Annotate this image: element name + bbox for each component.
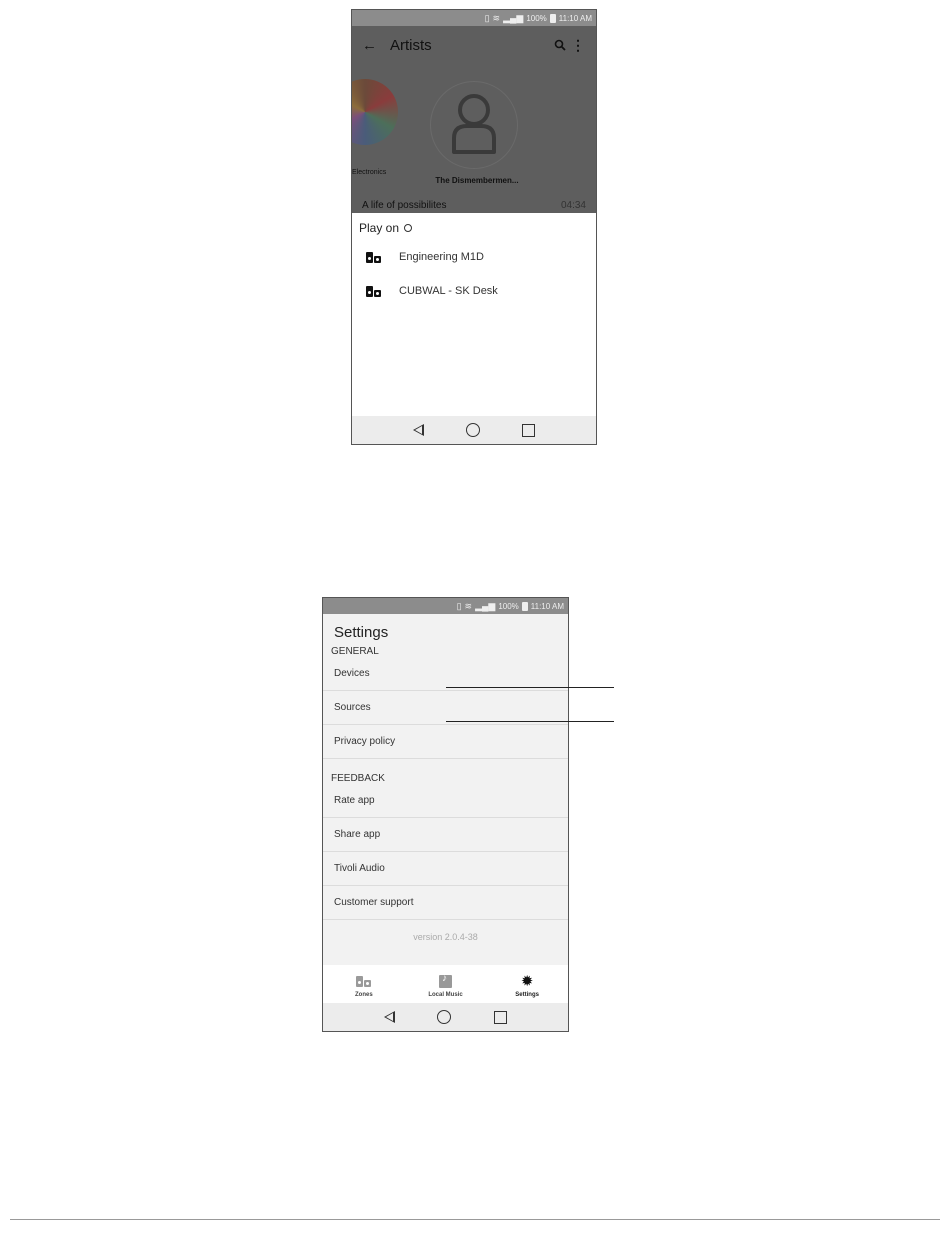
status-bar xyxy=(323,598,568,614)
nav-back-icon[interactable] xyxy=(413,424,424,436)
play-on-panel xyxy=(352,213,596,303)
settings-item-devices[interactable]: Devices xyxy=(323,657,568,691)
settings-item-privacy-policy[interactable]: Privacy policy xyxy=(323,725,568,759)
tab-settings[interactable] xyxy=(497,973,557,998)
callout-line-sources xyxy=(446,721,614,722)
section-header-feedback: FEEDBACK xyxy=(331,773,385,784)
play-on-label: Play on xyxy=(359,221,400,235)
artists-header xyxy=(352,26,596,213)
nav-recents-icon[interactable] xyxy=(522,424,535,437)
nav-recents-icon[interactable] xyxy=(494,1011,507,1024)
page-title: Settings xyxy=(334,624,389,641)
settings-item-customer-support[interactable]: Customer support xyxy=(323,886,568,920)
vibrate-icon: ▯ xyxy=(456,600,462,611)
nav-home-icon[interactable] xyxy=(466,423,480,437)
vibrate-icon: ▯ xyxy=(484,12,490,23)
person-icon xyxy=(449,90,499,160)
now-playing-title[interactable]: A life of possibilites xyxy=(362,200,447,211)
page-title: Artists xyxy=(390,36,432,54)
callout-line-devices xyxy=(446,687,614,688)
device-name: CUBWAL - SK Desk xyxy=(399,285,498,297)
search-icon[interactable] xyxy=(550,35,570,55)
artist-name: The Dismembermen... xyxy=(435,176,519,185)
tab-label: Zones xyxy=(354,992,373,998)
speaker-icon xyxy=(366,286,384,297)
app-bar xyxy=(352,26,596,64)
play-on-heading xyxy=(359,221,589,235)
tab-label: Local Music xyxy=(428,992,463,998)
artists-phone-screen xyxy=(351,9,597,445)
artist-placeholder-avatar[interactable] xyxy=(430,81,518,169)
settings-item-tivoli-audio[interactable]: Tivoli Audio xyxy=(323,852,568,886)
system-nav-bar xyxy=(352,416,596,444)
music-library-icon xyxy=(439,973,452,989)
wifi-icon: ≋ xyxy=(464,600,473,611)
refresh-icon[interactable] xyxy=(404,224,412,232)
tab-label: Settings xyxy=(515,992,539,998)
section-header-general: GENERAL xyxy=(331,646,379,657)
now-playing-time: 04:34 xyxy=(560,200,586,211)
version-label: version 2.0.4-38 xyxy=(413,932,478,942)
back-arrow-icon[interactable]: ← xyxy=(362,36,377,54)
status-time: 11:10 AM xyxy=(558,13,592,23)
more-options-icon[interactable]: ⋮ xyxy=(571,37,585,53)
device-item[interactable] xyxy=(366,279,589,303)
status-time: 11:10 AM xyxy=(530,601,564,611)
nav-home-icon[interactable] xyxy=(437,1010,451,1024)
settings-item-sources[interactable]: Sources xyxy=(323,691,568,725)
signal-icon: ▂▄▆ xyxy=(503,12,524,23)
wifi-icon: ≋ xyxy=(492,12,501,23)
speaker-icon xyxy=(356,973,371,989)
settings-item-share-app[interactable]: Share app xyxy=(323,818,568,852)
nav-back-icon[interactable] xyxy=(384,1011,395,1023)
artist-name: Electronics xyxy=(352,169,387,176)
tab-local-music[interactable] xyxy=(415,973,475,998)
status-bar xyxy=(352,10,596,26)
battery-icon xyxy=(522,602,528,611)
battery-percent: 100% xyxy=(526,13,547,23)
page-footer-rule xyxy=(10,1219,940,1220)
gear-icon: ✹ xyxy=(520,972,534,990)
tab-zones[interactable] xyxy=(334,973,394,998)
device-name: Engineering M1D xyxy=(399,251,484,263)
settings-phone-screen xyxy=(322,597,569,1032)
battery-percent: 100% xyxy=(498,601,519,611)
device-item[interactable] xyxy=(366,245,589,269)
battery-icon xyxy=(550,14,556,23)
system-nav-bar xyxy=(323,1003,568,1031)
speaker-icon xyxy=(366,252,384,263)
bottom-tab-bar xyxy=(323,965,568,1003)
settings-content xyxy=(323,614,568,1003)
artist-artwork[interactable] xyxy=(351,79,398,145)
settings-item-rate-app[interactable]: Rate app xyxy=(323,784,568,818)
signal-icon: ▂▄▆ xyxy=(475,600,496,611)
